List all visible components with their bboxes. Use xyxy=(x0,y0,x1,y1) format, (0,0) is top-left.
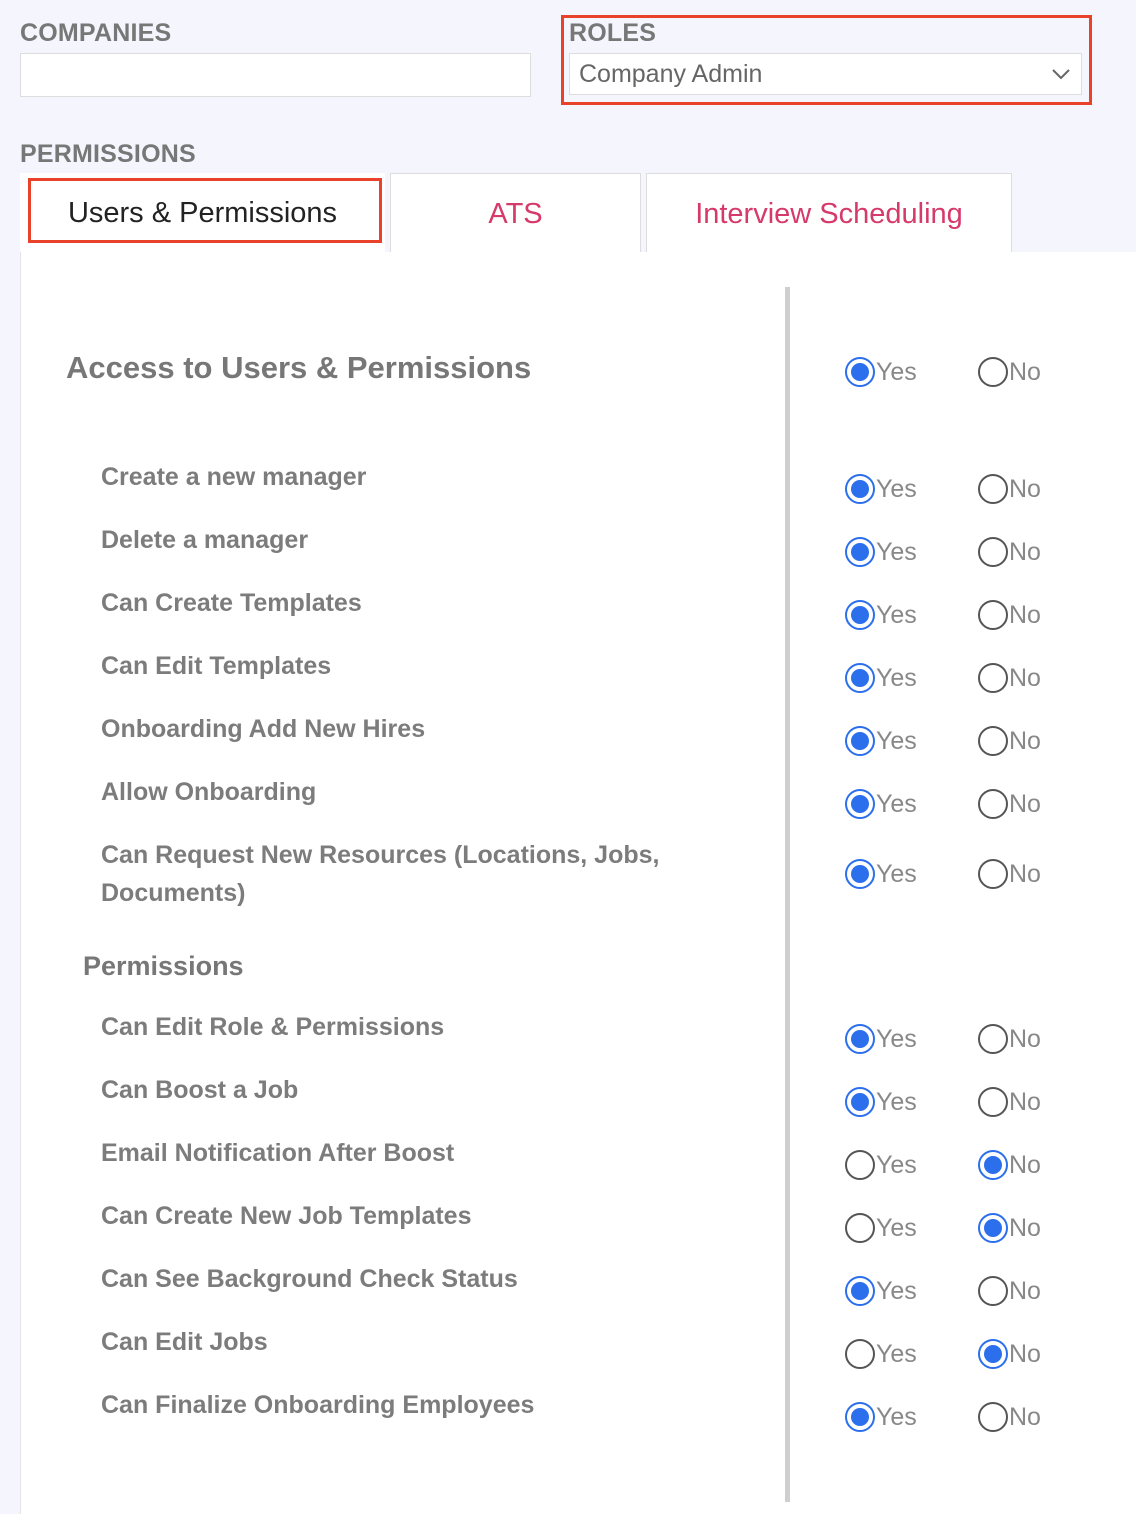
no-label: No xyxy=(1009,537,1041,566)
radio-circle xyxy=(978,1213,1008,1243)
column-divider xyxy=(785,287,790,1502)
radio-circle xyxy=(978,1024,1008,1054)
roles-label: ROLES xyxy=(569,19,657,47)
yes-label: Yes xyxy=(876,1024,917,1053)
radio-circle xyxy=(845,1402,875,1432)
permission-label: Onboarding Add New Hires xyxy=(101,715,426,743)
permission-label: Can Edit Jobs xyxy=(101,1328,268,1356)
companies-label: COMPANIES xyxy=(20,19,172,47)
permission-label: Email Notification After Boost xyxy=(101,1139,455,1167)
no-label: No xyxy=(1009,726,1041,755)
no-label: No xyxy=(1009,859,1041,888)
access-no-radio[interactable] xyxy=(978,354,1041,390)
yes-label: Yes xyxy=(876,1276,917,1305)
yes-radio[interactable] xyxy=(845,1147,917,1183)
no-label: No xyxy=(1009,1150,1041,1179)
no-radio[interactable] xyxy=(978,1399,1041,1435)
permission-label: Delete a manager xyxy=(101,526,309,554)
yes-radio[interactable] xyxy=(845,1399,917,1435)
no-label: No xyxy=(1009,1402,1041,1431)
roles-selected-value: Company Admin xyxy=(579,60,763,88)
radio-circle xyxy=(845,600,875,630)
radio-circle xyxy=(845,1276,875,1306)
radio-circle xyxy=(978,789,1008,819)
no-radio[interactable] xyxy=(978,1210,1041,1246)
radio-circle xyxy=(845,1213,875,1243)
no-label: No xyxy=(1009,663,1041,692)
yes-label: Yes xyxy=(876,789,917,818)
radio-circle xyxy=(978,1402,1008,1432)
tab-ats[interactable]: ATS xyxy=(390,173,641,253)
yes-radio[interactable] xyxy=(845,597,917,633)
permissions-section-heading: Permissions xyxy=(83,951,244,981)
radio-circle xyxy=(978,1150,1008,1180)
permission-label: Can Create New Job Templates xyxy=(101,1202,472,1230)
permission-label: Can Edit Templates xyxy=(101,652,332,680)
no-radio[interactable] xyxy=(978,597,1041,633)
yes-label: Yes xyxy=(876,474,917,503)
tab-interview-scheduling[interactable]: Interview Scheduling xyxy=(646,173,1012,253)
radio-circle xyxy=(978,859,1008,889)
no-radio[interactable] xyxy=(978,471,1041,507)
radio-circle xyxy=(845,1087,875,1117)
radio-circle xyxy=(845,663,875,693)
no-label: No xyxy=(1009,357,1041,386)
yes-label: Yes xyxy=(876,357,917,386)
yes-radio[interactable] xyxy=(845,1273,917,1309)
yes-radio[interactable] xyxy=(845,1336,917,1372)
yes-label: Yes xyxy=(876,1150,917,1179)
permission-label: Create a new manager xyxy=(101,463,367,491)
no-radio[interactable] xyxy=(978,534,1041,570)
radio-circle xyxy=(845,1150,875,1180)
no-radio[interactable] xyxy=(978,1084,1041,1120)
no-label: No xyxy=(1009,474,1041,503)
yes-label: Yes xyxy=(876,1402,917,1431)
yes-radio[interactable] xyxy=(845,1021,917,1057)
radio-circle xyxy=(978,474,1008,504)
access-yes-radio[interactable] xyxy=(845,354,917,390)
radio-circle xyxy=(845,1024,875,1054)
radio-circle xyxy=(978,357,1008,387)
radio-circle xyxy=(845,537,875,567)
radio-circle xyxy=(845,859,875,889)
tab-users-permissions[interactable]: Users & Permissions xyxy=(20,173,385,253)
yes-radio[interactable] xyxy=(845,534,917,570)
radio-circle xyxy=(845,1339,875,1369)
permission-label: Can Create Templates xyxy=(101,589,362,617)
no-label: No xyxy=(1009,789,1041,818)
yes-label: Yes xyxy=(876,1087,917,1116)
permission-label: Allow Onboarding xyxy=(101,778,317,806)
companies-input[interactable] xyxy=(20,53,531,97)
yes-radio[interactable] xyxy=(845,856,917,892)
yes-label: Yes xyxy=(876,1339,917,1368)
no-label: No xyxy=(1009,1339,1041,1368)
no-radio[interactable] xyxy=(978,1336,1041,1372)
roles-select[interactable] xyxy=(569,53,1082,95)
yes-label: Yes xyxy=(876,663,917,692)
permission-label: Can Finalize Onboarding Employees xyxy=(101,1391,535,1419)
radio-circle xyxy=(978,1087,1008,1117)
yes-label: Yes xyxy=(876,859,917,888)
radio-circle xyxy=(978,1276,1008,1306)
no-radio[interactable] xyxy=(978,1273,1041,1309)
radio-circle xyxy=(978,1339,1008,1369)
radio-circle xyxy=(978,663,1008,693)
radio-circle xyxy=(978,537,1008,567)
yes-radio[interactable] xyxy=(845,660,917,696)
permission-label: Can Edit Role & Permissions xyxy=(101,1013,445,1041)
no-radio[interactable] xyxy=(978,1147,1041,1183)
radio-circle xyxy=(845,474,875,504)
no-label: No xyxy=(1009,1213,1041,1242)
no-radio[interactable] xyxy=(978,856,1041,892)
no-label: No xyxy=(1009,1276,1041,1305)
permission-label: Can See Background Check Status xyxy=(101,1265,518,1293)
no-radio[interactable] xyxy=(978,786,1041,822)
no-radio[interactable] xyxy=(978,723,1041,759)
yes-label: Yes xyxy=(876,1213,917,1242)
chevron-down-icon xyxy=(1051,68,1071,80)
radio-circle xyxy=(845,357,875,387)
no-label: No xyxy=(1009,1024,1041,1053)
yes-radio[interactable] xyxy=(845,723,917,759)
yes-label: Yes xyxy=(876,537,917,566)
yes-radio[interactable] xyxy=(845,786,917,822)
yes-label: Yes xyxy=(876,726,917,755)
radio-circle xyxy=(845,726,875,756)
yes-radio[interactable] xyxy=(845,1210,917,1246)
no-radio[interactable] xyxy=(978,660,1041,696)
no-label: No xyxy=(1009,600,1041,629)
access-heading: Access to Users & Permissions xyxy=(66,350,532,385)
yes-label: Yes xyxy=(876,600,917,629)
no-radio[interactable] xyxy=(978,1021,1041,1057)
radio-circle xyxy=(845,789,875,819)
permission-label: Can Boost a Job xyxy=(101,1076,299,1104)
yes-radio[interactable] xyxy=(845,1084,917,1120)
yes-radio[interactable] xyxy=(845,471,917,507)
permissions-label: PERMISSIONS xyxy=(20,140,196,168)
permission-label: Can Request New Resources (Locations, Jobs, Documents) xyxy=(101,841,660,907)
radio-circle xyxy=(978,726,1008,756)
radio-circle xyxy=(978,600,1008,630)
no-label: No xyxy=(1009,1087,1041,1116)
